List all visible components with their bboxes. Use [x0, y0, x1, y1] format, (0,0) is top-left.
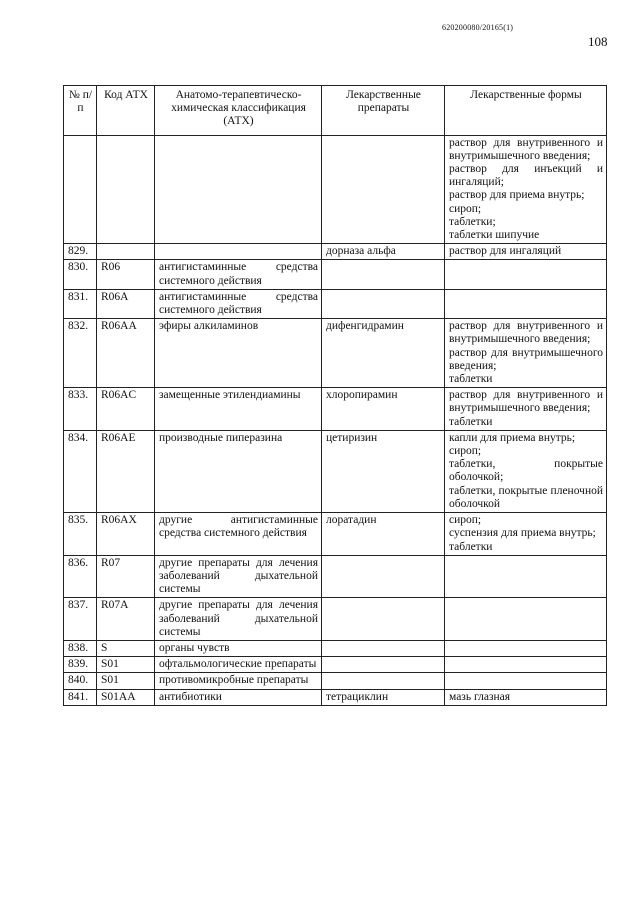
- atx-code: R06AE: [97, 430, 155, 512]
- table-row: [64, 689, 607, 705]
- atx-classification: эфиры алкиламинов: [155, 319, 322, 388]
- table-row: [64, 135, 607, 244]
- table-row: [64, 244, 607, 260]
- atx-classification: другие препараты для лечения заболеваний дыхательной системы: [155, 598, 322, 641]
- dosage-form-item: таблетки, покрытые пленочной оболочкой: [449, 484, 603, 510]
- atx-classification: противомикробные препараты: [155, 673, 322, 689]
- dosage-forms: [445, 244, 607, 260]
- atx-code: R06A: [97, 289, 155, 318]
- drug-name: дифенгидрамин: [322, 319, 445, 388]
- drug-name: [322, 289, 445, 318]
- row-number: 835.: [64, 513, 97, 556]
- atx-code: S01: [97, 657, 155, 673]
- dosage-form-item: сироп;: [449, 514, 482, 527]
- dosage-form-item: раствор для внутривенного и внутримышечного введения;: [449, 136, 603, 162]
- drug-name: хлоропирамин: [322, 388, 445, 431]
- dosage-form-item: капли для приема внутрь;: [449, 431, 576, 444]
- table-body: [64, 135, 607, 705]
- atx-code: R06AA: [97, 319, 155, 388]
- dosage-forms: [445, 430, 607, 512]
- dosage-form-item: мазь глазная: [449, 690, 511, 703]
- atx-classification: антигистаминные средства системного действия: [155, 260, 322, 289]
- row-number: 838.: [64, 640, 97, 656]
- dosage-form-item: таблетки, покрытые оболочкой;: [449, 458, 603, 484]
- atx-code: R06: [97, 260, 155, 289]
- dosage-forms: [445, 555, 607, 598]
- dosage-forms: [445, 657, 607, 673]
- dosage-forms: [445, 673, 607, 689]
- table-row: [64, 319, 607, 388]
- atx-code: R06AX: [97, 513, 155, 556]
- dosage-form-item: раствор для ингаляций: [449, 245, 562, 258]
- dosage-form-item: таблетки шипучие: [449, 229, 540, 242]
- drug-name: [322, 260, 445, 289]
- row-number: 836.: [64, 555, 97, 598]
- atx-classification: другие антигистаминные средства системного действия: [155, 513, 322, 556]
- row-number: 831.: [64, 289, 97, 318]
- dosage-form-item: таблетки: [449, 373, 493, 386]
- drug-name: [322, 673, 445, 689]
- drug-name: цетиризин: [322, 430, 445, 512]
- dosage-form-item: раствор для внутримышечного введения;: [449, 346, 603, 372]
- table-row: [64, 430, 607, 512]
- dosage-forms: [445, 135, 607, 244]
- drug-name: [322, 657, 445, 673]
- dosage-forms: [445, 388, 607, 431]
- header-forms: Лекарственные формы: [445, 86, 607, 136]
- atx-code: R07: [97, 555, 155, 598]
- atx-code: R07A: [97, 598, 155, 641]
- header-classification: Анатомо-терапевтическо-химическая классификация (АТХ): [155, 86, 322, 136]
- dosage-form-item: таблетки: [449, 540, 493, 553]
- row-number: 833.: [64, 388, 97, 431]
- dosage-forms: [445, 640, 607, 656]
- dosage-form-item: таблетки: [449, 415, 493, 428]
- table-row: [64, 260, 607, 289]
- dosage-form-item: раствор для внутривенного и внутримышечного введения;: [449, 389, 603, 415]
- dosage-form-item: таблетки;: [449, 215, 496, 228]
- header-code: Код АТХ: [97, 86, 155, 136]
- dosage-forms: [445, 598, 607, 641]
- drug-name: [322, 640, 445, 656]
- row-number: 840.: [64, 673, 97, 689]
- atx-classification: замещенные этилендиамины: [155, 388, 322, 431]
- atx-table: [63, 85, 607, 706]
- row-number: 829.: [64, 244, 97, 260]
- row-number: 839.: [64, 657, 97, 673]
- atx-classification: производные пиперазина: [155, 430, 322, 512]
- row-number: 832.: [64, 319, 97, 388]
- row-number: 841.: [64, 689, 97, 705]
- document-id: 620200080/20165(1): [442, 23, 514, 32]
- atx-classification: антибиотики: [155, 689, 322, 705]
- atx-classification: антигистаминные средства системного действия: [155, 289, 322, 318]
- dosage-forms: [445, 319, 607, 388]
- dosage-form-item: раствор для приема внутрь;: [449, 189, 585, 202]
- row-number: 837.: [64, 598, 97, 641]
- atx-code: [97, 135, 155, 244]
- table-row: [64, 640, 607, 656]
- dosage-form-item: суспензия для приема внутрь;: [449, 527, 596, 540]
- dosage-form-item: сироп;: [449, 202, 482, 215]
- atx-code: S: [97, 640, 155, 656]
- atx-code: R06AC: [97, 388, 155, 431]
- drug-name: тетрациклин: [322, 689, 445, 705]
- drug-name: [322, 135, 445, 244]
- atx-code: S01: [97, 673, 155, 689]
- table-row: [64, 555, 607, 598]
- page-number: 108: [588, 34, 608, 49]
- dosage-forms: [445, 513, 607, 556]
- atx-classification: офтальмологические препараты: [155, 657, 322, 673]
- atx-code: S01AA: [97, 689, 155, 705]
- dosage-form-item: раствор для внутривенного и внутримышечного введения;: [449, 320, 603, 346]
- row-number: 834.: [64, 430, 97, 512]
- dosage-forms: [445, 289, 607, 318]
- table-row: [64, 513, 607, 556]
- table-row: [64, 657, 607, 673]
- dosage-form-item: сироп;: [449, 445, 482, 458]
- dosage-forms: [445, 689, 607, 705]
- row-number: [64, 135, 97, 244]
- header-drugs: Лекарственные препараты: [322, 86, 445, 136]
- atx-classification: [155, 135, 322, 244]
- row-number: 830.: [64, 260, 97, 289]
- dosage-form-item: раствор для инъекций и ингаляций;: [449, 163, 603, 189]
- dosage-forms: [445, 260, 607, 289]
- drug-name: [322, 555, 445, 598]
- atx-classification: органы чувств: [155, 640, 322, 656]
- table-row: [64, 388, 607, 431]
- table-row: [64, 673, 607, 689]
- drug-name: лоратадин: [322, 513, 445, 556]
- table-row: [64, 289, 607, 318]
- header-num: № п/п: [64, 86, 97, 136]
- atx-classification: другие препараты для лечения заболеваний дыхательной системы: [155, 555, 322, 598]
- drug-name: [322, 598, 445, 641]
- table-header-row: [64, 86, 607, 136]
- atx-classification: [155, 244, 322, 260]
- table-row: [64, 598, 607, 641]
- drug-name: дорназа альфа: [322, 244, 445, 260]
- atx-code: [97, 244, 155, 260]
